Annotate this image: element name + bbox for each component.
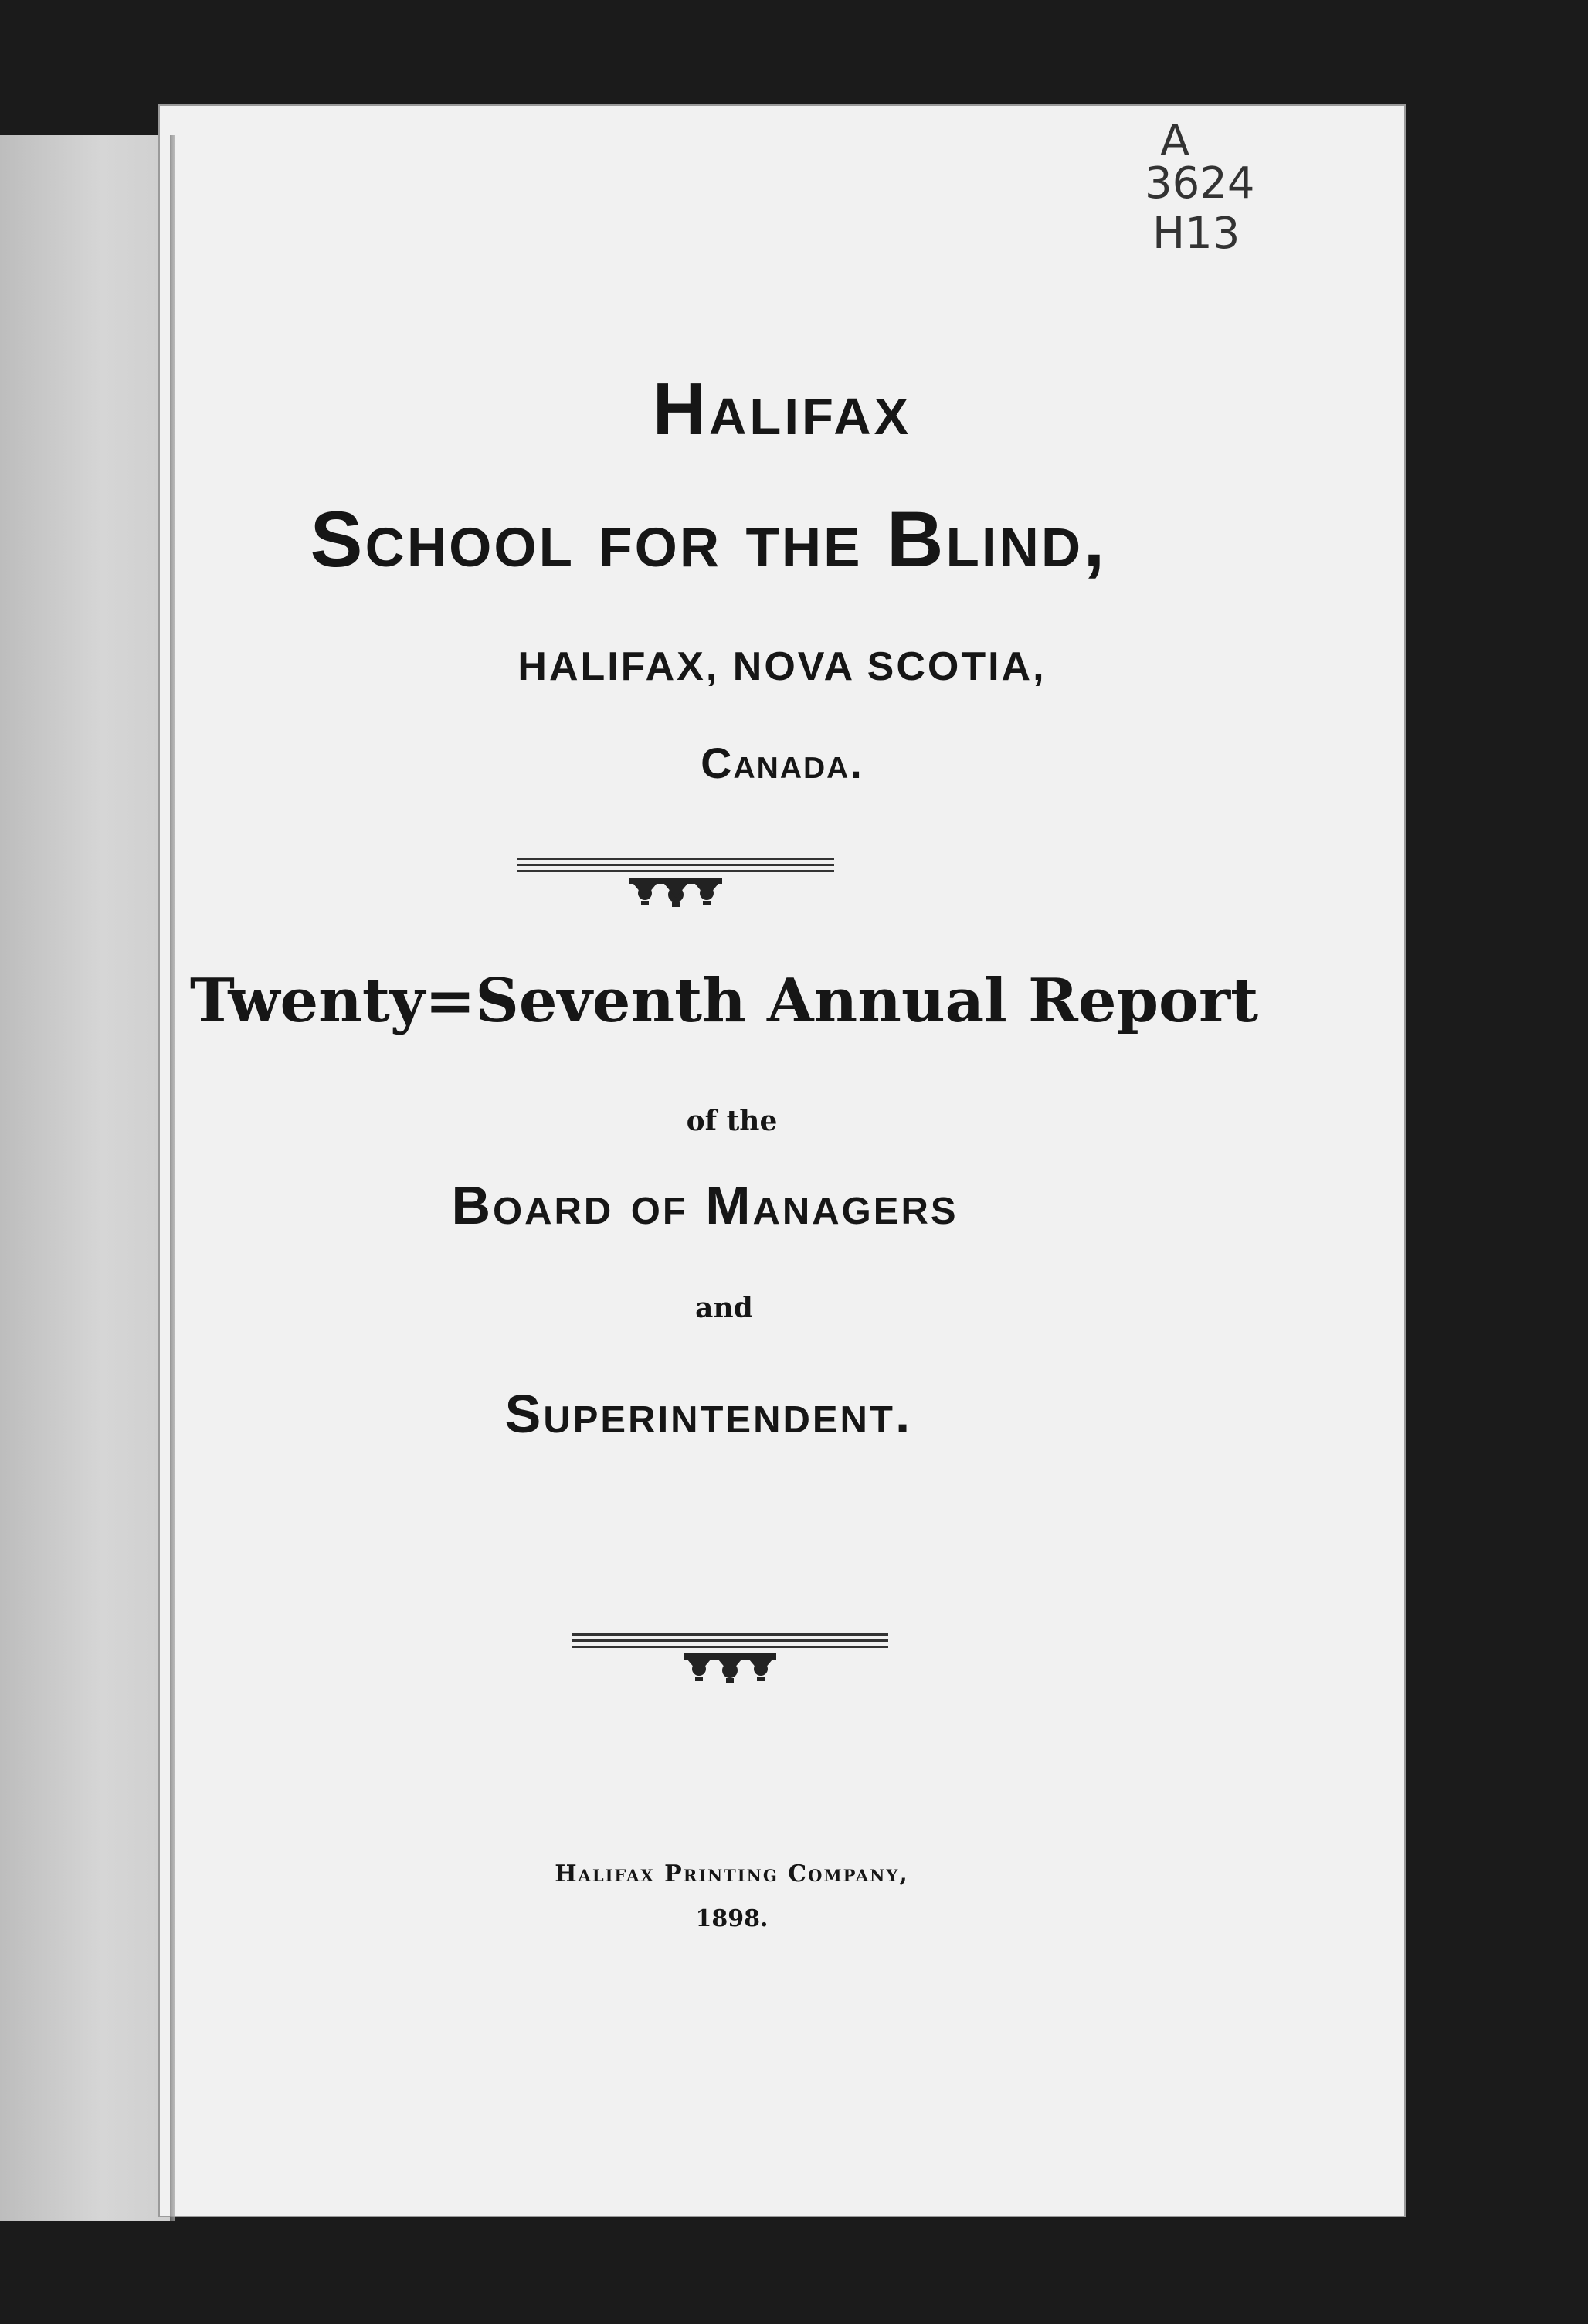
superintendent: Superintendent.	[504, 1384, 913, 1444]
title-country: Canada.	[701, 739, 864, 787]
ornament-divider-bottom-icon	[572, 1632, 888, 1686]
title-halifax: Halifax	[652, 368, 912, 450]
publication-year: 1898.	[695, 1905, 769, 1932]
report-title: Twenty=Seventh Annual Report	[189, 966, 1259, 1036]
title-school-for-the-blind: School for the Blind,	[310, 495, 1108, 583]
handwritten-call-number	[1129, 116, 1299, 278]
printer-name: Halifax Printing Company,	[555, 1860, 909, 1887]
call-number-line1: A	[1160, 116, 1190, 166]
board-of-managers: Board of Managers	[451, 1175, 959, 1235]
library-stamp-faded	[479, 185, 1097, 255]
and-text: and	[695, 1292, 753, 1324]
of-the-text: of the	[686, 1105, 778, 1137]
call-number-line3: H13	[1152, 209, 1240, 259]
ornament-divider-icon	[517, 856, 834, 910]
title-location: HALIFAX, NOVA SCOTIA,	[517, 644, 1047, 689]
call-number-line2: 3624	[1145, 158, 1255, 209]
